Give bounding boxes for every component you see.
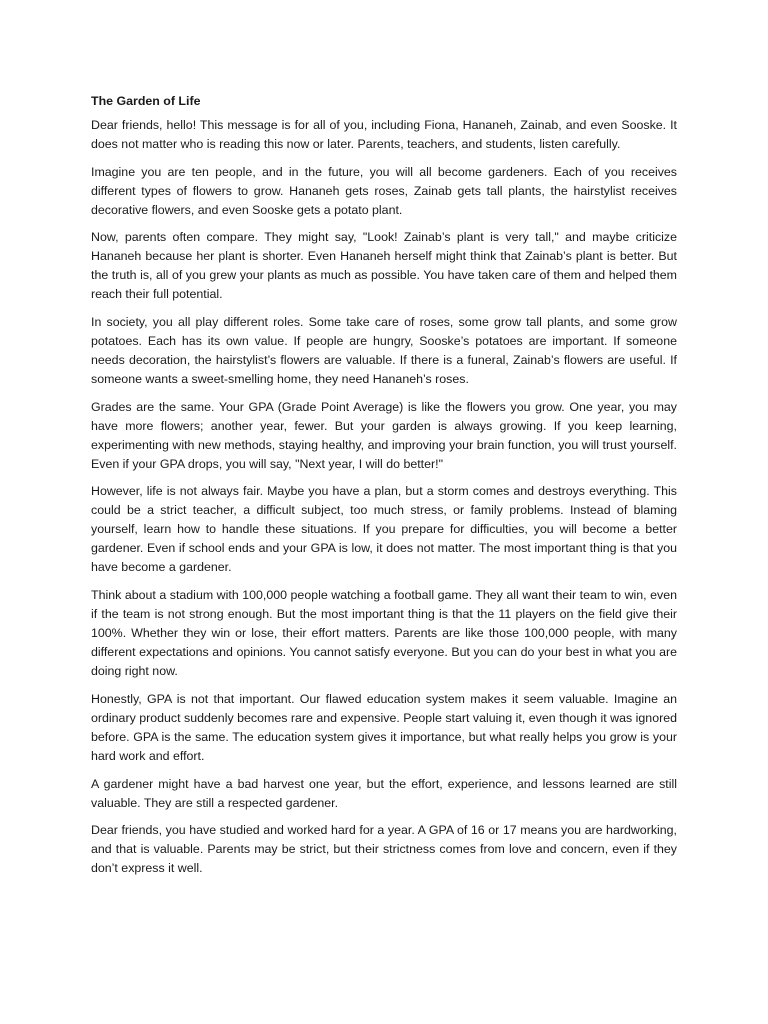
paragraph-gardeners: Imagine you are ten people, and in the future, you will all become gardeners. Each of you receives different types of flowers to grow. Hananeh gets roses, Zainab gets tall plants, the hairstylist receives decorative flowers, and even Sooske gets a potato plant.	[91, 164, 677, 217]
paragraph-closing: Dear friends, you have studied and worked hard for a year. A GPA of 16 or 17 means you are hardworking, and that is valuable. Parents may be strict, but their strictness comes from love and concern, even if they don’t express it well.	[91, 823, 677, 876]
document-body	[91, 92, 677, 887]
paragraph-harvest: A gardener might have a bad harvest one year, but the effort, experience, and lessons learned are still valuable. They are still a respected gardener.	[91, 776, 677, 810]
paragraph-greeting: Dear friends, hello! This message is for all of you, including Fiona, Hananeh, Zainab, and even Sooske. It does not matter who is reading this now or later. Parents, teachers, and students, listen carefully.	[91, 118, 677, 151]
paragraph-gpa-importance: Honestly, GPA is not that important. Our flawed education system makes it seem valuable. Imagine an ordinary product suddenly becomes rare and expensive. People start valuing it, even though it was ignored before. GPA is the same. The education system gives it importance, but what really helps you grow is your hard work and effort.	[91, 691, 677, 763]
paragraph-roles: In society, you all play different roles. Some take care of roses, some grow tall plants, and some grow potatoes. Each has its own value. If people are hungry, Sooske’s potatoes are important. If someone needs decoration, the hairstylist’s flowers are valuable. If there is a funeral, Zainab’s flowers are useful. If someone wants a sweet-smelling home, they need Hananeh’s roses.	[91, 315, 677, 387]
paragraph-comparison: Now, parents often compare. They might say, "Look! Zainab’s plant is very tall," and maybe criticize Hananeh because her plant is shorter. Even Hananeh herself might think that Zainab’s plant is better. But the truth is, all of you grew your plants as much as possible. You have taken care of them and helped them reach their full potential.	[91, 230, 677, 302]
paragraph-stadium: Think about a stadium with 100,000 people watching a football game. They all want their team to win, even if the team is not strong enough. But the most important thing is that the 11 players on the field give their 100%. Whether they win or lose, their effort matters. Parents are like those 100,000 people, with many different expectations and opinions. You cannot satisfy everyone. But you can do your best in what you are doing right now.	[91, 588, 677, 679]
paragraph-grades: Grades are the same. Your GPA (Grade Point Average) is like the flowers you grow. One year, you may have more flowers; another year, fewer. But your garden is always growing. If you keep learning, experimenting with new methods, staying healthy, and improving your brain function, you will trust yourself. Even if your GPA drops, you will say, "Next year, I will do better!"	[91, 399, 677, 471]
document-title: The Garden of Life	[91, 94, 201, 108]
paragraph-fairness: However, life is not always fair. Maybe you have a plan, but a storm comes and destroys everything. This could be a strict teacher, a difficult subject, too much stress, or family problems. Instead of blaming yourself, learn how to handle these situations. If you prepare for difficulties, you will become a better gardener. Even if school ends and your GPA is low, it does not matter. The most important thing is that you have become a gardener.	[91, 484, 677, 575]
